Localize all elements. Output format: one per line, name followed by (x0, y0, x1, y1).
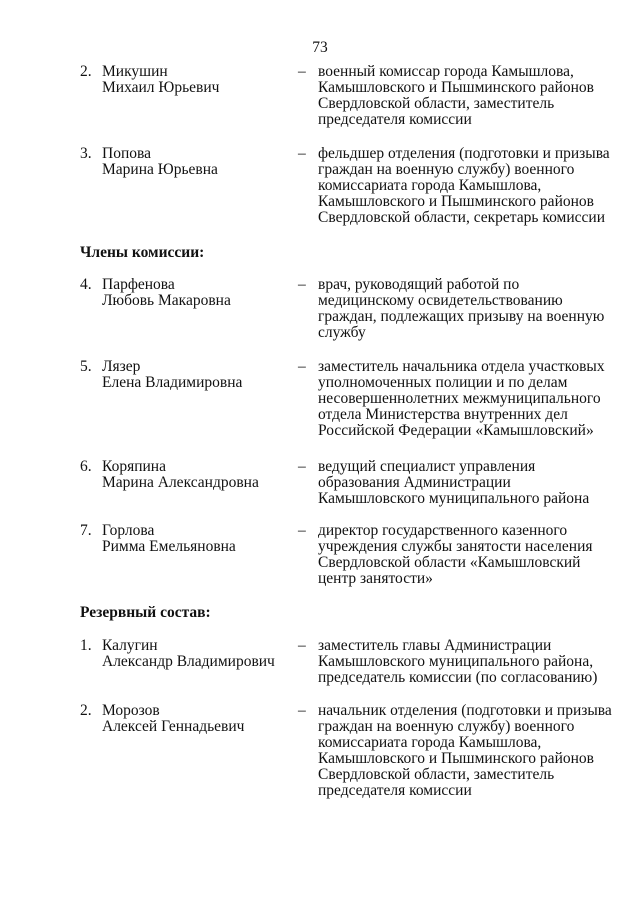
dash-separator: – (298, 702, 306, 719)
page-number: 73 (312, 39, 328, 56)
dash-separator: – (298, 63, 306, 80)
member-name: Морозов Алексей Геннадьевич (102, 702, 245, 735)
member-name: Лязер Елена Владимировна (102, 358, 243, 391)
member-position: военный комиссар города Камышлова, Камышловского и Пышминского районов Свердловской области, заместитель председателя комиссии (318, 63, 594, 128)
entry-number: 2. (80, 63, 92, 80)
member-position: ведущий специалист управления образования Администрации Камышловского муниципального района (318, 458, 590, 507)
entry-number: 2. (80, 702, 92, 719)
entry-number: 1. (80, 637, 92, 654)
member-position: начальник отделения (подготовки и призыва граждан на военную службу) военного комиссариата города Камышлова, Камышловского и Пышминского районов Свердловской области, заместитель председателя комиссии (318, 702, 612, 799)
member-position: директор государственного казенного учреждения службы занятости населения Свердловской области «Камышловский центр занятости» (318, 522, 593, 587)
members-heading: Члены комиссии: (80, 244, 205, 261)
member-position: заместитель главы Администрации Камышловского муниципального района, председатель комиссии (по согласованию) (318, 637, 598, 686)
member-position: заместитель начальника отдела участковых уполномоченных полиции и по делам несовершеннолетних межмуниципального отдела Министерства внутренних дел Российской Федерации «Камышловский» (318, 358, 605, 439)
member-name: Калугин Александр Владимирович (102, 637, 275, 670)
dash-separator: – (298, 276, 306, 293)
dash-separator: – (298, 358, 306, 375)
entry-number: 5. (80, 358, 92, 375)
entry-number: 6. (80, 458, 92, 475)
member-name: Попова Марина Юрьевна (102, 145, 218, 178)
member-name: Парфенова Любовь Макаровна (102, 276, 231, 309)
member-position: врач, руководящий работой по медицинскому освидетельствованию граждан, подлежащих призыву на военную службу (318, 276, 605, 341)
entry-number: 7. (80, 522, 92, 539)
member-name: Микушин Михаил Юрьевич (102, 63, 220, 96)
dash-separator: – (298, 145, 306, 162)
dash-separator: – (298, 637, 306, 654)
dash-separator: – (298, 458, 306, 475)
reserve-heading: Резервный состав: (80, 604, 211, 621)
member-position: фельдшер отделения (подготовки и призыва граждан на военную службу) военного комиссариата города Камышлова, Камышловского и Пышминского районов Свердловской области, секретарь комиссии (318, 145, 610, 226)
dash-separator: – (298, 522, 306, 539)
entry-number: 3. (80, 145, 92, 162)
member-name: Коряпина Марина Александровна (102, 458, 259, 491)
member-name: Горлова Римма Емельяновна (102, 522, 236, 555)
entry-number: 4. (80, 276, 92, 293)
